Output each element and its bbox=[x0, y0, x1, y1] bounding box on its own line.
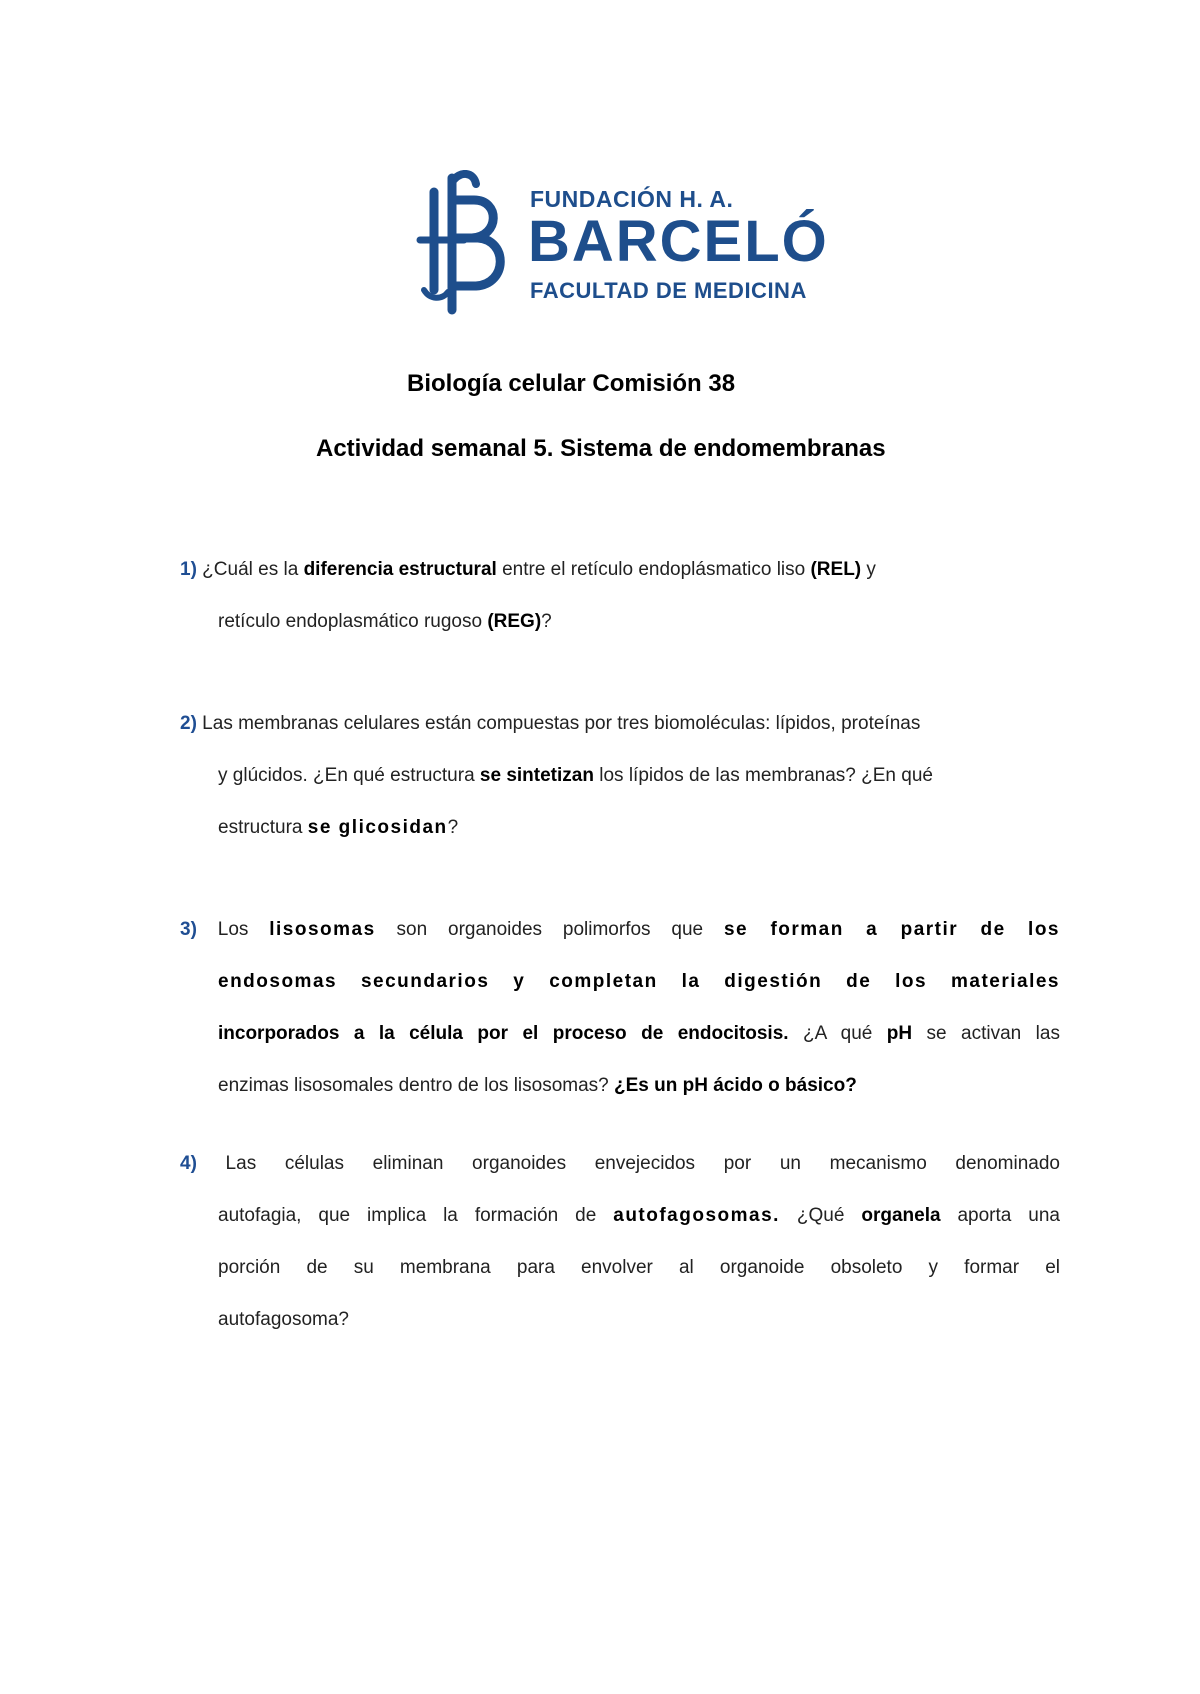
question-text: ? bbox=[447, 817, 459, 838]
question-4 bbox=[180, 1138, 1060, 1346]
question-emphasis: se glicosidan bbox=[307, 817, 448, 838]
question-text: y glúcidos. ¿En qué estructura bbox=[218, 765, 480, 786]
question-1 bbox=[180, 544, 1060, 648]
question-text: Las células eliminan organoides envejecidos por un mecanismo denominado bbox=[196, 1153, 1060, 1174]
question-text: Las membranas celulares están compuestas por tres biomoléculas: lípidos, proteínas bbox=[196, 713, 921, 734]
page-subtitle: Actividad semanal 5. Sistema de endomembranas bbox=[316, 435, 886, 462]
question-emphasis: diferencia estructural bbox=[303, 559, 497, 580]
question-text: los lípidos de las membranas? ¿En qué bbox=[593, 765, 933, 786]
question-text: ? bbox=[541, 611, 552, 632]
question-3 bbox=[180, 904, 1060, 1112]
question-text: ¿Qué bbox=[779, 1205, 862, 1226]
question-number: 3) bbox=[180, 919, 197, 940]
question-text: estructura bbox=[218, 817, 308, 838]
question-text: ¿A qué bbox=[788, 1023, 887, 1044]
question-emphasis: organela bbox=[861, 1205, 941, 1226]
question-emphasis: incorporados a la célula por el proceso de endocitosis. bbox=[218, 1023, 789, 1044]
fb-monogram-icon bbox=[412, 170, 522, 320]
question-text: retículo endoplasmático rugoso bbox=[218, 611, 488, 632]
logo-foundation-text: FUNDACIÓN H. A. bbox=[530, 186, 734, 212]
question-text: porción de su membrana para envolver al organoide obsoleto y formar el bbox=[218, 1257, 1060, 1278]
question-emphasis: autofagosomas. bbox=[613, 1205, 780, 1226]
question-2 bbox=[180, 698, 1060, 854]
question-emphasis: ¿Es un pH ácido o básico? bbox=[614, 1075, 857, 1096]
logo-name-text: BARCELÓ bbox=[528, 209, 829, 274]
question-emphasis: pH bbox=[886, 1023, 913, 1044]
question-text: autofagia, que implica la formación de bbox=[218, 1205, 614, 1226]
question-text: aporta una bbox=[940, 1205, 1060, 1226]
question-number: 1) bbox=[180, 559, 197, 580]
question-text: Los bbox=[196, 919, 270, 940]
question-number: 2) bbox=[180, 713, 197, 734]
question-emphasis: (REL) bbox=[810, 559, 862, 580]
question-text: y bbox=[861, 559, 876, 580]
institution-logo bbox=[412, 170, 829, 320]
question-emphasis: se forman a partir de los bbox=[723, 919, 1060, 940]
question-text: enzimas lisosomales dentro de los lisosomas? bbox=[218, 1075, 615, 1096]
question-emphasis: (REG) bbox=[487, 611, 542, 632]
question-text: entre el retículo endoplásmatico liso bbox=[496, 559, 811, 580]
question-number: 4) bbox=[180, 1153, 197, 1174]
question-text: autofagosoma? bbox=[218, 1309, 349, 1330]
question-emphasis: se sintetizan bbox=[479, 765, 594, 786]
logo-faculty-text: FACULTAD DE MEDICINA bbox=[530, 278, 807, 303]
question-emphasis: endosomas secundarios y completan la digestión de los materiales bbox=[218, 971, 1060, 992]
question-text: son organoides polimorfos que bbox=[375, 919, 724, 940]
page-title: Biología celular Comisión 38 bbox=[407, 370, 736, 397]
question-text: se activan las bbox=[912, 1023, 1060, 1044]
question-text: ¿Cuál es la bbox=[196, 559, 304, 580]
question-emphasis: lisosomas bbox=[269, 919, 376, 940]
